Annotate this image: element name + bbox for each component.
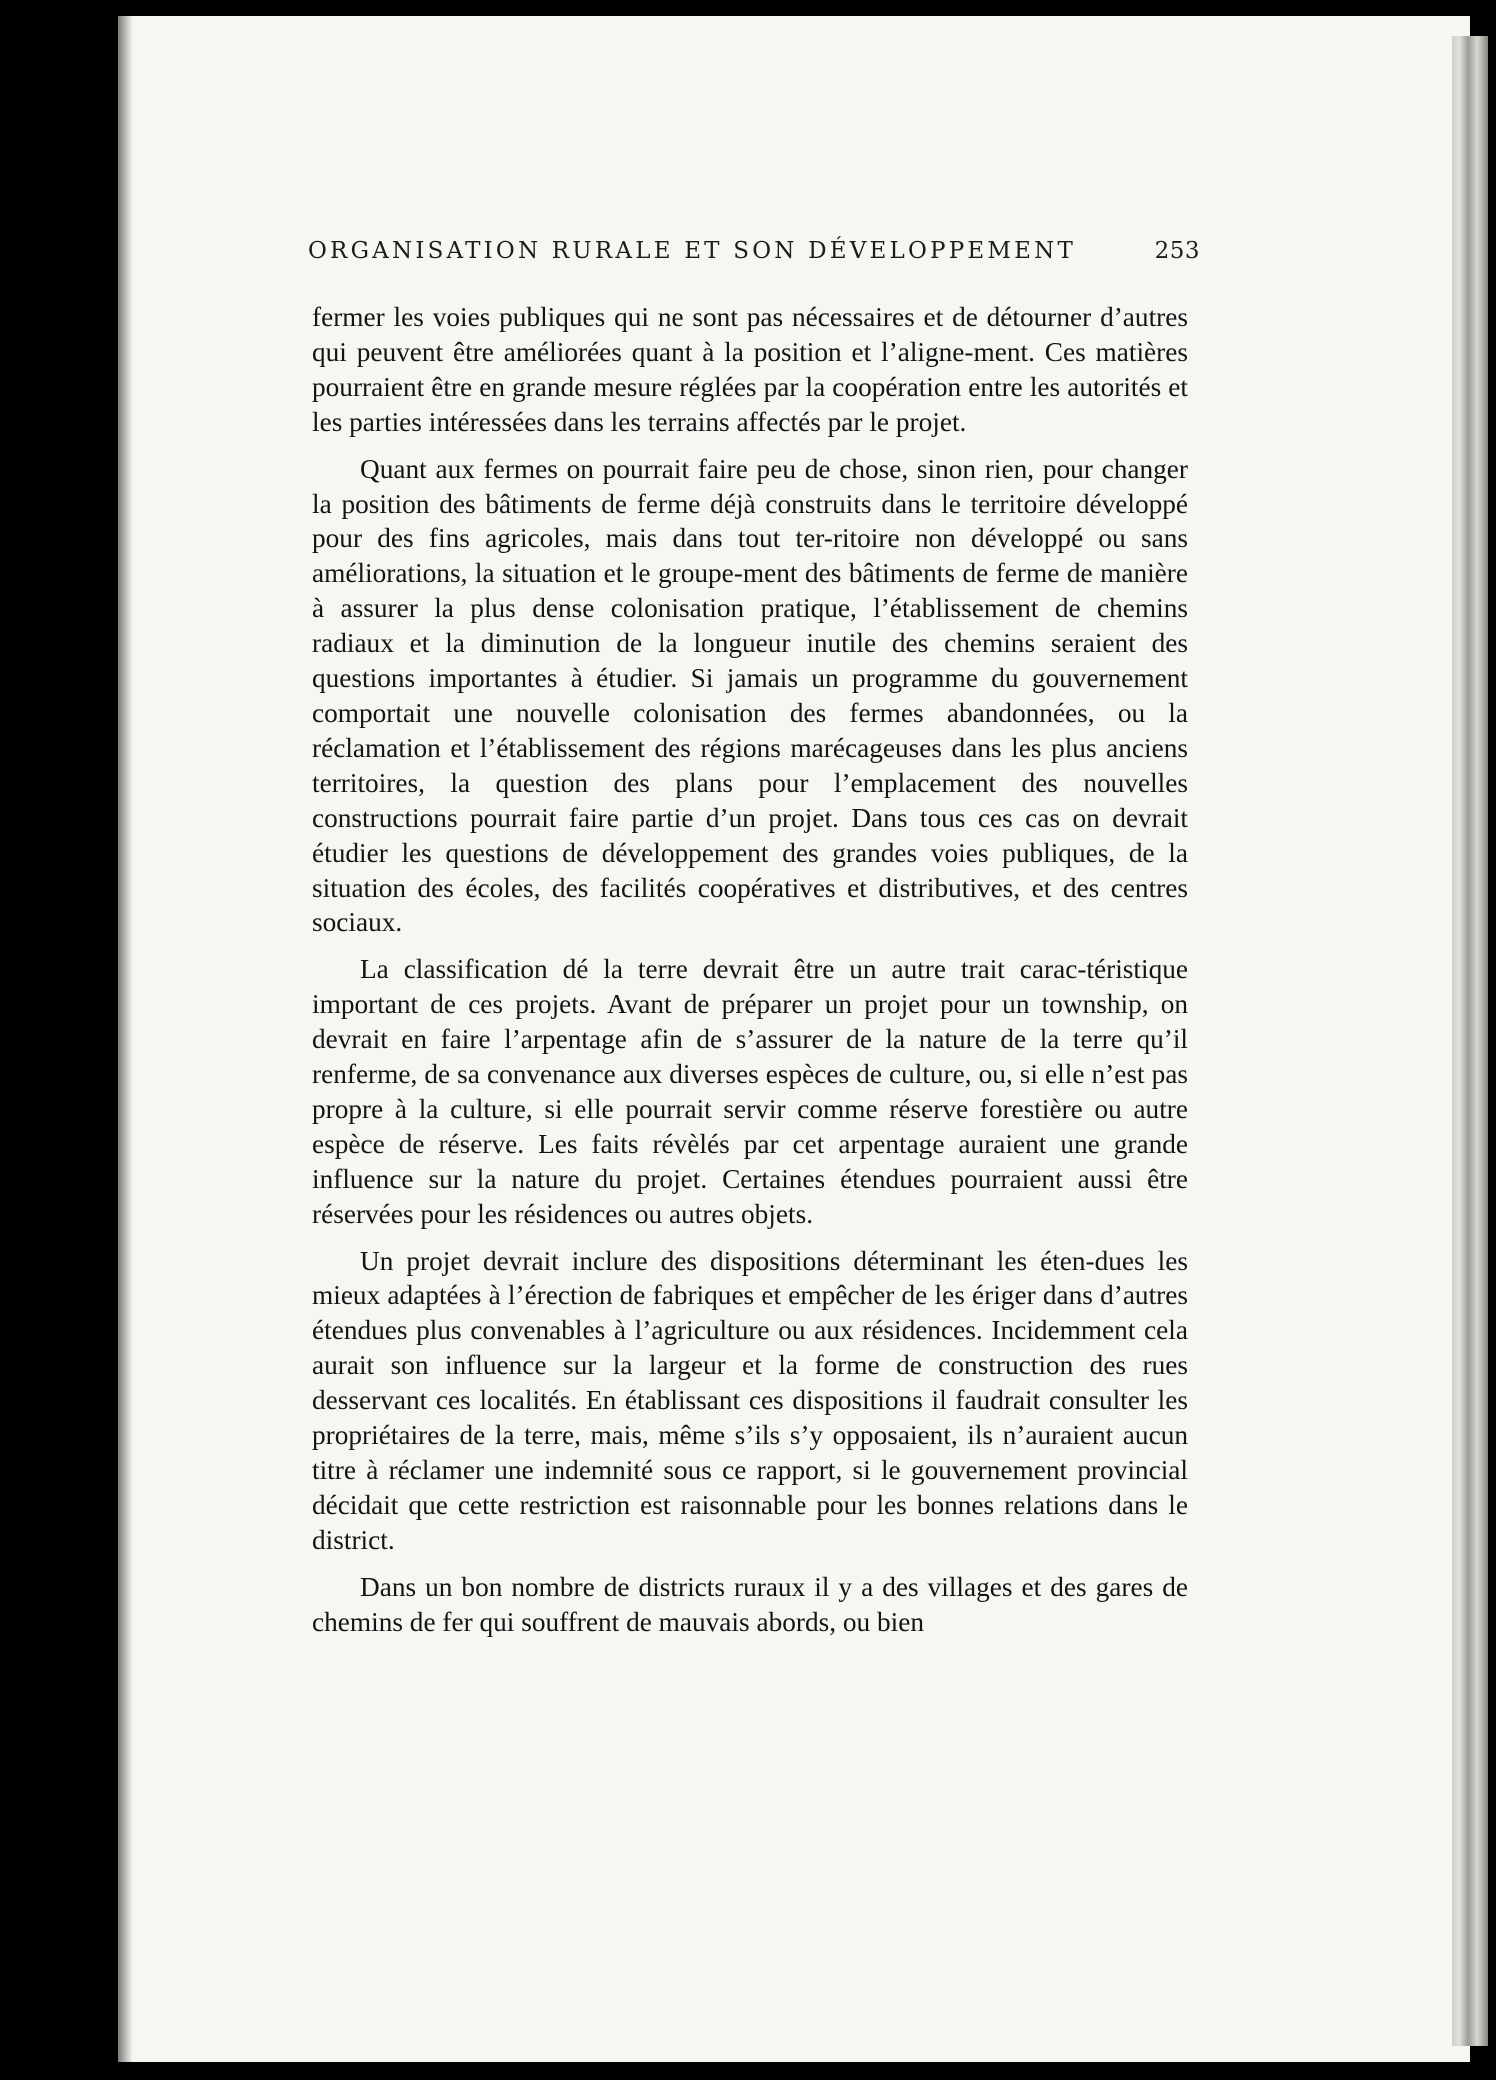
paragraph: fermer les voies publiques qui ne sont pas nécessaires et de détourner d’autres qui peuvent être améliorées quant à la position et l’aligne-ment. Ces matières pourraient être en grande mesure réglées par la coopération entre les autorités et les parties intéressées dans les terrains affectés par le projet. [312, 302, 1188, 437]
spine-shadow [118, 16, 132, 2062]
paragraph: Dans un bon nombre de districts ruraux il y a des villages et des gares de chemins de fer qui souffrent de mauvais abords, ou bien [312, 1571, 1188, 1637]
paragraph: Un projet devrait inclure des dispositions déterminant les éten-dues les mieux adaptées à l’érection de fabriques et empêcher de les ériger dans d’autres étendues plus convenables à l’agriculture ou aux résidences. Incidemment cela aurait son influence sur la largeur et la forme de construction des rues desservant ces localités. En établissant ces dispositions il faudrait consulter les propriétaires de la terre, mais, même s’ils s’y opposaient, ils n’auraient aucun titre à réclamer une indemnité sous ce rapport, si le gouvernement provincial décidait que cette restriction est raisonnable pour les bonnes relations dans le district. [312, 1245, 1188, 1555]
paragraph: Quant aux fermes on pourrait faire peu de chose, sinon rien, pour changer la position des bâtiments de ferme déjà construits dans le territoire développé pour des fins agricoles, mais dans tout ter-ritoire non développé ou sans améliorations, la situation et le groupe-ment des bâtiments de ferme de manière à assurer la plus dense colonisation pratique, l’établissement de chemins radiaux et la diminution de la longueur inutile des chemins seraient des questions importantes à étudier. Si jamais un programme du gouvernement comportait une nouvelle colonisation des fermes abandonnées, ou la réclamation et l’établissement des régions marécageuses dans les plus anciens territoires, la question des plans pour l’emplacement des nouvelles constructions pourrait faire partie d’un projet. Dans tous ces cas on devrait étudier les questions de développement des grandes voies publiques, de la situation des écoles, des facilités coopératives et distributives, et des centres sociaux. [312, 453, 1188, 938]
running-head [308, 238, 1208, 282]
page-number: 253 [1154, 238, 1200, 264]
body-text [312, 300, 1188, 1652]
page-fore-edge [1452, 36, 1488, 2046]
paragraph: La classification dé la terre devrait être un autre trait carac-téristique important de ces projets. Avant de préparer un projet pour un township, on devrait en faire l’arpentage afin de s’assurer de la nature de la terre qu’il renferme, de sa convenance aux diverses espèces de culture, ou, si elle n’est pas propre à la culture, si elle pourrait servir comme réserve forestière ou autre espèce de réserve. Les faits révèlés par cet arpentage auraient une grande influence sur la nature du projet. Certaines étendues pourraient aussi être réservées pour les résidences ou autres objets. [312, 954, 1188, 1229]
running-head-title: ORGANISATION RURALE ET SON DÉVELOPPEMENT [308, 238, 1076, 264]
